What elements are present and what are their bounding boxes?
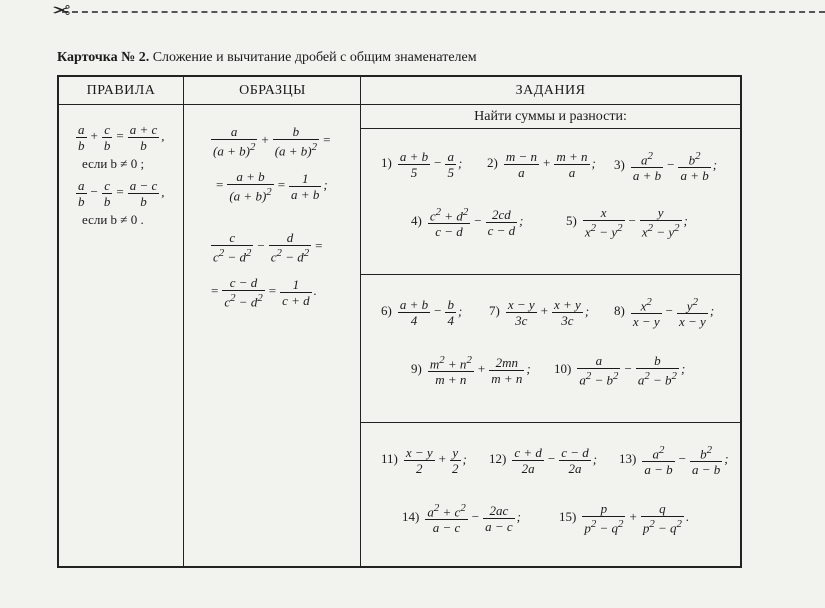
task-item: 4) $\frac{c^2 + d^2}{c - d}$ − $\frac{2cd}{c - d}$ ; (411, 206, 524, 240)
task-item: 5) $\frac{x}{x^2 - y^2}$ − $\frac{y}{x^2 - y^2}$ ; (566, 205, 688, 240)
tasks-subtitle: Найти суммы и разности: (474, 109, 627, 124)
sample-formula: $\frac{c}{c^2 - d^2}$ − $\frac{d}{c^2 - d^2}$ = (213, 230, 323, 265)
header-rules: ПРАВИЛА (86, 83, 156, 98)
task-item: 10) $\frac{a}{a^2 - b^2}$ − $\frac{b}{a^2 - b^2}$ ; (554, 353, 686, 388)
card-number: Карточка № 2. (57, 50, 150, 65)
rule-condition: если b ≠ 0 . (82, 212, 144, 227)
task-item: 14) $\frac{a^2 + c^2}{a - c}$ − $\frac{2ac}{a - c}$ ; (402, 502, 521, 536)
column-divider (183, 77, 184, 566)
sample-formula: = $\frac{a + b}{(a + b)^2}$ = $\frac{1}{a + b}$ ; (216, 169, 328, 204)
card-title (57, 50, 477, 66)
task-item: 6) $\frac{a + b}{4}$ − $\frac{b}{4}$ ; (381, 297, 463, 328)
sample-formula: = $\frac{c - d}{c^2 - d^2}$ = $\frac{1}{c + d}$ . (211, 275, 317, 310)
section-divider (360, 422, 740, 423)
task-item: 15) $\frac{p}{p^2 - q^2}$ + $\frac{q}{p^2 - q^2}$ . (559, 501, 690, 536)
cut-line (62, 11, 825, 13)
task-item: 11) $\frac{x - y}{2}$ + $\frac{y}{2}$ ; (381, 445, 467, 476)
task-item: 12) $\frac{c + d}{2a}$ − $\frac{c - d}{2a}$ ; (489, 445, 598, 476)
task-item: 9) $\frac{m^2 + n^2}{m + n}$ + $\frac{2mn}{m + n}$ ; (411, 354, 531, 388)
header-tasks: ЗАДАНИЯ (515, 83, 586, 98)
rules-formulas: $\frac{a}{b}$ + $\frac{c}{b}$ = $\frac{a + c}{b}$ , если b ≠ 0 ; $\frac{a}{b}$ − $\frac{c}{b}$ = $\frac{a - c}{b}$ , если b ≠ 0 . (78, 122, 165, 227)
card-table (57, 75, 742, 568)
scissors-icon: ✂ (52, 0, 71, 24)
subheader-divider (360, 128, 740, 129)
sample-formula: $\frac{a}{(a + b)^2}$ + $\frac{b}{(a + b)^2}$ = (213, 124, 331, 159)
section-divider (360, 274, 740, 275)
task-item: 1) $\frac{a + b}{5}$ − $\frac{a}{5}$ ; (381, 149, 463, 180)
task-item: 7) $\frac{x - y}{3c}$ + $\frac{x + y}{3c}$ ; (489, 297, 590, 328)
card-topic: Сложение и вычитание дробей с общим знаменателем (149, 50, 477, 65)
task-item: 13) $\frac{a^2}{a - b}$ − $\frac{b^2}{a - b}$ ; (619, 444, 729, 478)
task-item: 3) $\frac{a^2}{a + b}$ − $\frac{b^2}{a + b}$ ; (614, 150, 718, 184)
task-item: 2) $\frac{m - n}{a}$ + $\frac{m + n}{a}$ ; (487, 149, 596, 180)
rule-condition: если b ≠ 0 ; (82, 156, 145, 171)
task-item: 8) $\frac{x^2}{x - y}$ − $\frac{y^2}{x - y}$ ; (614, 296, 715, 330)
header-samples: ОБРАЗЦЫ (239, 83, 306, 98)
column-divider (360, 77, 361, 566)
